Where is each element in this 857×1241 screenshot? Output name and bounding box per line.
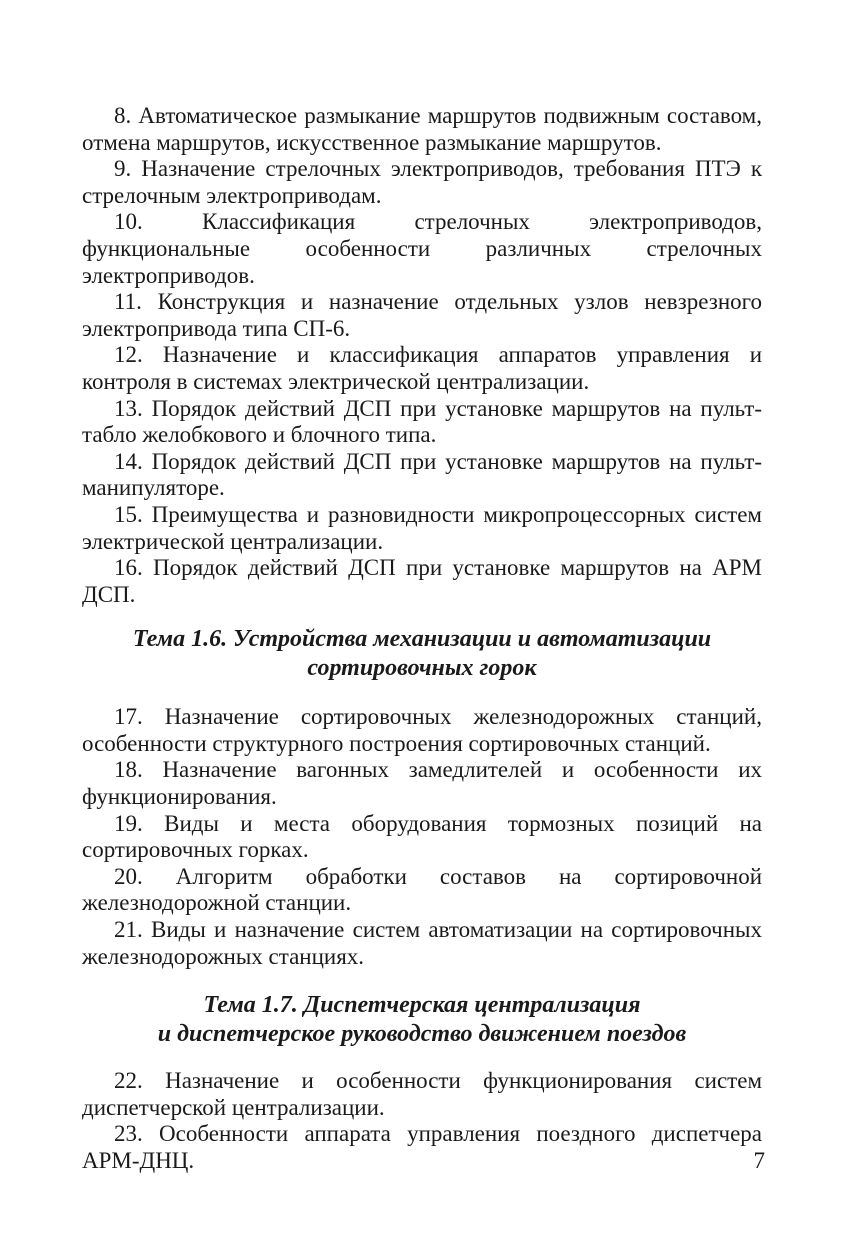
question-item-21: 21. Виды и назначение систем автоматизации на сортировочных железнодорожных станциях. (82, 917, 762, 969)
question-item-11: 11. Конструкция и назначение отдельных узлов невзрезного электропривода типа СП-6. (82, 289, 762, 341)
question-item-10: 10. Классификация стрелочных электроприводов, функциональные особенности различных стрелочных электроприводов. (82, 209, 762, 288)
topic-heading-1-7-line2: и диспетчерское руководство движением поездов (157, 1021, 687, 1048)
topic-heading-1-6-line2: сортировочных горок (307, 655, 537, 682)
question-item-12: 12. Назначение и классификация аппаратов управления и контроля в системах электрической централизации. (82, 342, 762, 394)
page-content (82, 103, 762, 1175)
question-item-8: 8. Автоматическое размыкание маршрутов подвижным составом, отмена маршрутов, искусственное размыкание маршрутов. (82, 103, 762, 155)
question-item-14: 14. Порядок действий ДСП при установке маршрутов на пульт-манипуляторе. (82, 448, 762, 501)
question-item-19: 19. Виды и места оборудования тормозных позиций на сортировочных горках. (82, 810, 762, 863)
topic-heading-1-7 (82, 991, 762, 1049)
question-item-20: 20. Алгоритм обработки составов на сортировочной железнодорожной станции. (82, 863, 762, 916)
topic-heading-1-6-line1: Тема 1.6. Устройства механизации и автоматизации (132, 626, 712, 653)
page-number: 7 (753, 1148, 765, 1173)
question-item-22: 22. Назначение и особенности функционирования систем диспетчерской централизации. (82, 1068, 762, 1120)
question-item-9: 9. Назначение стрелочных электроприводов, требования ПТЭ к стрелочным электроприводам. (82, 156, 762, 208)
question-item-17: 17. Назначение сортировочных железнодорожных станций, особенности структурного построения сортировочных станций. (82, 704, 762, 756)
question-item-13: 13. Порядок действий ДСП при установке маршрутов на пульт-табло желобкового и блочного типа. (82, 395, 762, 448)
question-item-18: 18. Назначение вагонных замедлителей и особенности их функционирования. (82, 757, 762, 810)
topic-heading-1-6 (82, 625, 762, 683)
question-item-15: 15. Преимущества и разновидности микропроцессорных систем электрической централизации. (82, 501, 762, 554)
question-item-23: 23. Особенности аппарата управления поездного диспетчера АРМ-ДНЦ. (82, 1121, 762, 1173)
topic-heading-1-7-line1: Тема 1.7. Диспетчерская централизация (203, 992, 641, 1019)
question-item-16: 16. Порядок действий ДСП при установке маршрутов на АРМ ДСП. (82, 555, 762, 607)
